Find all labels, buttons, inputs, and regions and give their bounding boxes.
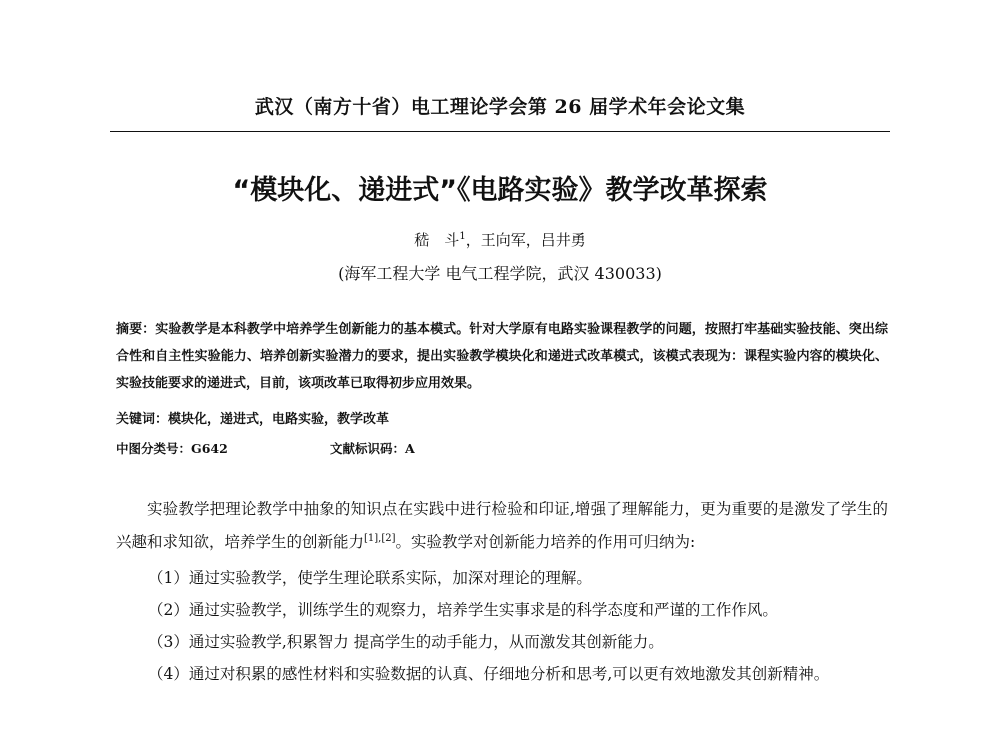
doc-code-value: A: [405, 441, 415, 456]
keywords-text: 模块化，递进式，电路实验，教学改革: [168, 412, 390, 427]
body-text-a: 实验教学把理论教学中抽象的知识点在实践中进行检验和印证,增强了理解能力，更为重要的是激发了学生的兴趣和求知欲，培养学生的创新能力: [116, 500, 888, 552]
body-paragraph: [116, 494, 888, 557]
effects-list: [148, 562, 888, 690]
list-item: （2）通过实验教学，训练学生的观察力，培养学生实事求是的科学态度和严谨的工作作风。: [148, 601, 778, 619]
clc-label: 中图分类号：: [116, 441, 192, 456]
document-code: [330, 439, 415, 457]
author-line: [250, 229, 750, 250]
list-item: （1）通过实验教学，使学生理论联系实际，加深对理论的理解。: [148, 569, 592, 587]
doc-code-label: 文献标识码：: [330, 441, 406, 456]
abstract-text: 实验教学是本科教学中培养学生创新能力的基本模式。针对大学原有电路实验课程教学的问题，按照打牢基础实验技能、突出综合性和自主性实验能力、培养创新实验潜力的要求，提出实验教学模块化和递进式改革模式，该模式表现为：课程实验内容的模块化、实验技能要求的递进式，目前，该项改革已取得初步应用效果。: [116, 322, 888, 391]
author-first: 嵇 斗: [414, 231, 460, 249]
affiliation: (海军工程大学 电气工程学院，武汉 430033): [338, 264, 662, 283]
clc-value: G642: [191, 441, 228, 456]
running-head: 武汉（南方十省）电工理论学会第 26 届学术年会论文集: [254, 96, 746, 118]
keywords-label: 关键词：: [116, 412, 169, 427]
clc-number: [116, 439, 228, 457]
article-title: “模块化、递进式”《电路实验》教学改革探索: [232, 175, 768, 206]
author-affiliation-mark: 1: [459, 231, 466, 242]
list-item: （3）通过实验教学,积累智力 提高学生的动手能力，从而激发其创新能力。: [148, 633, 664, 651]
abstract-label: 摘要：: [116, 322, 156, 337]
body-text-b: 。实验教学对创新能力培养的作用可归纳为:: [395, 533, 696, 552]
header-rule: [110, 131, 890, 132]
author-rest: ，王向军，吕井勇: [465, 231, 586, 249]
citation-ref: [1],[2]: [364, 533, 396, 544]
keywords: [116, 408, 389, 427]
list-item: （4）通过对积累的感性材料和实验数据的认真、仔细地分析和思考,可以更有效地激发其创新精神。: [148, 665, 830, 683]
abstract: [116, 316, 888, 397]
